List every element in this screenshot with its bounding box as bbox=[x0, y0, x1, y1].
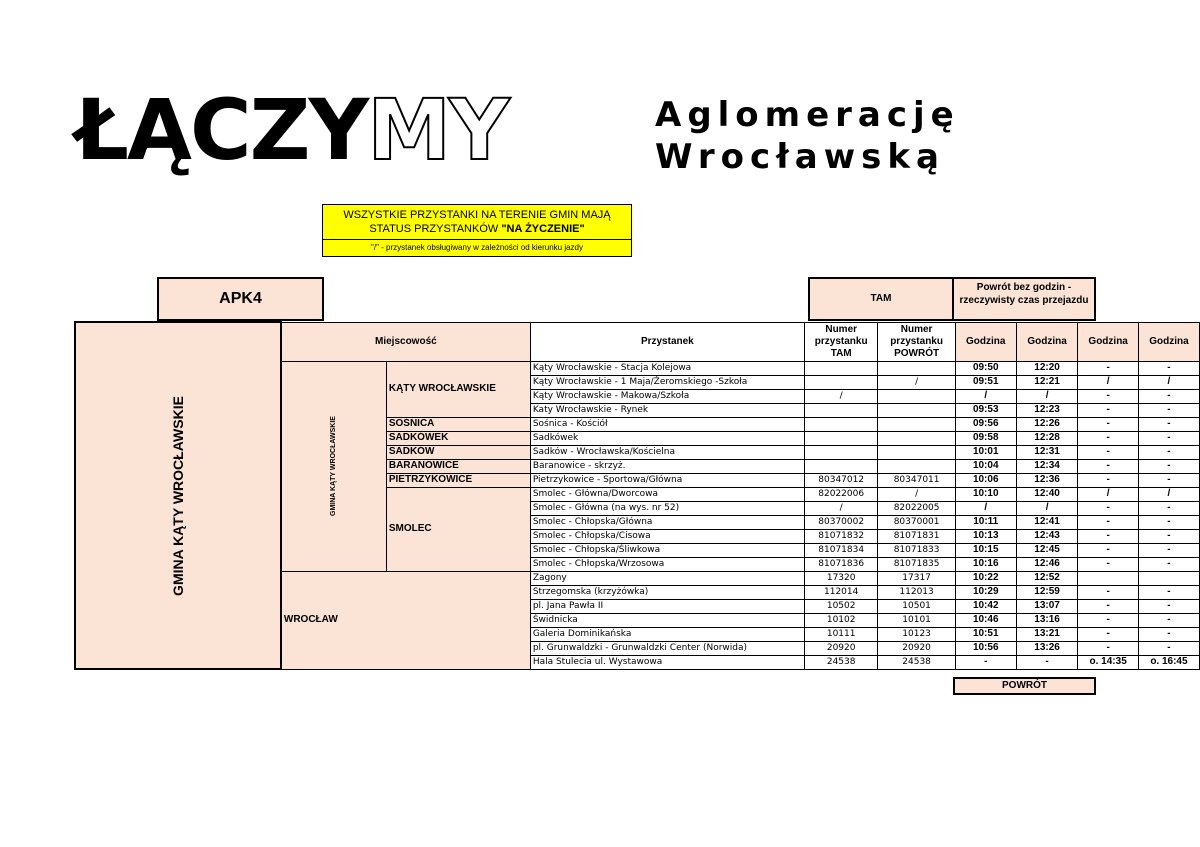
header-num-tam: Numer przystanku TAM bbox=[804, 322, 878, 361]
time-tam-2: 12:28 bbox=[1016, 431, 1078, 445]
stop-name: Smolec - Chłopska/Cisowa bbox=[530, 529, 804, 543]
time-powrot-2: - bbox=[1138, 599, 1199, 613]
time-tam-1: 10:13 bbox=[955, 529, 1016, 543]
tam-header: TAM bbox=[808, 277, 953, 321]
locality-sosnica: SOŚNICA bbox=[386, 417, 530, 431]
stop-number-powrot: 80347011 bbox=[878, 473, 955, 487]
locality-pietrzykowice: PIETRZYKOWICE bbox=[386, 473, 530, 487]
time-tam-2: 13:16 bbox=[1016, 613, 1078, 627]
stop-name: Sośnica - Kościół bbox=[530, 417, 804, 431]
stop-number-powrot bbox=[878, 417, 955, 431]
logo bbox=[75, 81, 508, 179]
stop-number-tam: 80370002 bbox=[804, 515, 878, 529]
stop-number-powrot: 20920 bbox=[878, 641, 955, 655]
time-powrot-2: - bbox=[1138, 459, 1199, 473]
stop-name: Kąty Wrocławskie - 1 Maja/Żeromskiego -Szkoła bbox=[530, 375, 804, 389]
time-tam-2: 13:07 bbox=[1016, 599, 1078, 613]
stop-number-tam: 112014 bbox=[804, 585, 878, 599]
stop-number-powrot: / bbox=[878, 487, 955, 501]
time-powrot-2 bbox=[1138, 571, 1199, 585]
time-powrot-2: o. 16:45 bbox=[1138, 655, 1199, 669]
time-powrot-2: / bbox=[1138, 375, 1199, 389]
time-powrot-1: - bbox=[1078, 459, 1138, 473]
time-powrot-1: - bbox=[1078, 431, 1138, 445]
time-powrot-1: - bbox=[1078, 613, 1138, 627]
time-tam-2: 12:20 bbox=[1016, 361, 1078, 375]
time-powrot-2: - bbox=[1138, 543, 1199, 557]
notice-line2: STATUS PRZYSTANKÓW bbox=[369, 223, 502, 235]
stop-number-tam bbox=[804, 375, 878, 389]
stop-name: Pietrzykowice - Sportowa/Główna bbox=[530, 473, 804, 487]
stop-name: Smolec - Chłopska/Wrzosowa bbox=[530, 557, 804, 571]
time-tam-2: / bbox=[1016, 501, 1078, 515]
stop-number-powrot: 112013 bbox=[878, 585, 955, 599]
time-powrot-2: - bbox=[1138, 501, 1199, 515]
time-tam-2: 12:26 bbox=[1016, 417, 1078, 431]
time-powrot-2: - bbox=[1138, 515, 1199, 529]
logo-outline-text: MY bbox=[367, 81, 508, 179]
time-powrot-1 bbox=[1078, 571, 1138, 585]
notice-sub: "/" - przystanek obsługiwany w zależności od kierunku jazdy bbox=[371, 243, 583, 252]
time-tam-1: 10:10 bbox=[955, 487, 1016, 501]
time-tam-1: 10:29 bbox=[955, 585, 1016, 599]
time-powrot-2: - bbox=[1138, 473, 1199, 487]
locality-sadkowek: SADKÓWEK bbox=[386, 431, 530, 445]
stop-number-tam: 24538 bbox=[804, 655, 878, 669]
stop-number-tam bbox=[804, 431, 878, 445]
stop-name: Kąty Wrocławskie - Makowa/Szkoła bbox=[530, 389, 804, 403]
time-tam-1: 10:11 bbox=[955, 515, 1016, 529]
stop-number-tam bbox=[804, 417, 878, 431]
stop-number-tam: 17320 bbox=[804, 571, 878, 585]
stop-number-tam bbox=[804, 403, 878, 417]
stop-number-tam: 10111 bbox=[804, 627, 878, 641]
stop-number-powrot bbox=[878, 459, 955, 473]
stop-number-powrot bbox=[878, 445, 955, 459]
stop-number-powrot: 80370001 bbox=[878, 515, 955, 529]
stop-number-powrot: 81071835 bbox=[878, 557, 955, 571]
stop-name: Smolec - Chłopska/Główna bbox=[530, 515, 804, 529]
time-powrot-1: - bbox=[1078, 627, 1138, 641]
stop-number-powrot: 81071831 bbox=[878, 529, 955, 543]
time-powrot-1: / bbox=[1078, 375, 1138, 389]
stop-number-powrot bbox=[878, 361, 955, 375]
time-tam-2: 12:45 bbox=[1016, 543, 1078, 557]
time-powrot-1: - bbox=[1078, 403, 1138, 417]
time-tam-1: / bbox=[955, 501, 1016, 515]
stop-number-powrot bbox=[878, 389, 955, 403]
stop-number-tam: 81071832 bbox=[804, 529, 878, 543]
time-powrot-1: - bbox=[1078, 529, 1138, 543]
time-tam-2: 12:41 bbox=[1016, 515, 1078, 529]
header-num-powrot: Numer przystanku POWRÓT bbox=[878, 322, 955, 361]
time-powrot-1: - bbox=[1078, 417, 1138, 431]
stop-name: Smolec - Główna/Dworcowa bbox=[530, 487, 804, 501]
header-godzina-4: Godzina bbox=[1138, 322, 1199, 361]
stop-name: Galeria Dominikańska bbox=[530, 627, 804, 641]
time-powrot-1: - bbox=[1078, 599, 1138, 613]
time-powrot-2: - bbox=[1138, 389, 1199, 403]
time-powrot-2: - bbox=[1138, 585, 1199, 599]
time-tam-2: 12:31 bbox=[1016, 445, 1078, 459]
powrot-footer: POWRÓT bbox=[953, 677, 1096, 695]
time-powrot-1: - bbox=[1078, 501, 1138, 515]
time-powrot-1: - bbox=[1078, 361, 1138, 375]
time-powrot-1: - bbox=[1078, 389, 1138, 403]
time-tam-1: 10:01 bbox=[955, 445, 1016, 459]
time-powrot-2: - bbox=[1138, 529, 1199, 543]
header-godzina-3: Godzina bbox=[1078, 322, 1138, 361]
time-tam-1: 10:15 bbox=[955, 543, 1016, 557]
time-powrot-2: - bbox=[1138, 403, 1199, 417]
stop-name: Smolec - Główna (na wys. nr 52) bbox=[530, 501, 804, 515]
time-tam-2: - bbox=[1016, 655, 1078, 669]
stop-number-tam: 81071836 bbox=[804, 557, 878, 571]
time-powrot-2: / bbox=[1138, 487, 1199, 501]
time-tam-2: 12:46 bbox=[1016, 557, 1078, 571]
time-powrot-1: - bbox=[1078, 543, 1138, 557]
stop-name: Zagony bbox=[530, 571, 804, 585]
time-tam-1: 10:16 bbox=[955, 557, 1016, 571]
time-tam-2: 12:43 bbox=[1016, 529, 1078, 543]
stop-name: Baranowice - skrzyż. bbox=[530, 459, 804, 473]
stop-name: Smolec - Chłopska/Śliwkowa bbox=[530, 543, 804, 557]
gmina-label: GMINA KĄTY WROCŁAWSKIE bbox=[169, 395, 186, 596]
stop-number-tam: 80347012 bbox=[804, 473, 878, 487]
header-godzina-1: Godzina bbox=[955, 322, 1016, 361]
header-miejscowosc: Miejscowość bbox=[281, 322, 530, 361]
time-tam-2: 12:34 bbox=[1016, 459, 1078, 473]
time-tam-2: 13:21 bbox=[1016, 627, 1078, 641]
stop-number-powrot: 10501 bbox=[878, 599, 955, 613]
time-tam-1: 09:58 bbox=[955, 431, 1016, 445]
logo-subtitle-line2: Wrocławską bbox=[655, 137, 945, 177]
time-powrot-2: - bbox=[1138, 641, 1199, 655]
time-powrot-2: - bbox=[1138, 431, 1199, 445]
stop-number-tam: 81071834 bbox=[804, 543, 878, 557]
notice-box bbox=[322, 204, 632, 257]
time-powrot-1: o. 14:35 bbox=[1078, 655, 1138, 669]
time-tam-1: 10:06 bbox=[955, 473, 1016, 487]
stop-number-tam: / bbox=[804, 501, 878, 515]
stop-number-tam: 82022006 bbox=[804, 487, 878, 501]
gmina-cell bbox=[75, 322, 281, 669]
stop-name: Sadków - Wrocławska/Kościelna bbox=[530, 445, 804, 459]
locality-katy: KĄTY WROCŁAWSKIE bbox=[386, 361, 530, 417]
time-powrot-1: - bbox=[1078, 585, 1138, 599]
time-powrot-1: - bbox=[1078, 641, 1138, 655]
notice-line1: WSZYSTKIE PRZYSTANKI NA TERENIE GMIN MAJĄ bbox=[343, 209, 611, 221]
time-tam-2: 12:21 bbox=[1016, 375, 1078, 389]
time-powrot-1: - bbox=[1078, 445, 1138, 459]
time-powrot-1: / bbox=[1078, 487, 1138, 501]
stop-number-powrot: 17317 bbox=[878, 571, 955, 585]
route-label: APK4 bbox=[157, 277, 324, 321]
stop-name: Kąty Wrocławskie - Stacja Kolejowa bbox=[530, 361, 804, 375]
gmina-inner-cell bbox=[281, 361, 386, 571]
schedule-table bbox=[74, 321, 1200, 670]
notice-main bbox=[323, 205, 631, 240]
locality-smolec: SMOLEC bbox=[386, 487, 530, 571]
stop-name: pl. Jana Pawła II bbox=[530, 599, 804, 613]
time-powrot-2: - bbox=[1138, 557, 1199, 571]
stop-name: pl. Grunwaldzki - Grunwaldzki Center (Norwida) bbox=[530, 641, 804, 655]
notice-line2-bold: "NA ŻYCZENIE" bbox=[501, 223, 585, 235]
time-powrot-1: - bbox=[1078, 473, 1138, 487]
stop-number-powrot: 82022005 bbox=[878, 501, 955, 515]
stop-number-tam bbox=[804, 445, 878, 459]
locality-sadkow: SADKÓW bbox=[386, 445, 530, 459]
time-tam-1: 10:46 bbox=[955, 613, 1016, 627]
time-tam-2: 12:59 bbox=[1016, 585, 1078, 599]
stop-number-powrot bbox=[878, 403, 955, 417]
stop-name: Katy Wrocławskie - Rynek bbox=[530, 403, 804, 417]
locality-wroclaw: WROCŁAW bbox=[281, 571, 530, 669]
stop-number-powrot: 24538 bbox=[878, 655, 955, 669]
time-powrot-2: - bbox=[1138, 445, 1199, 459]
time-tam-2: 13:26 bbox=[1016, 641, 1078, 655]
time-powrot-2: - bbox=[1138, 627, 1199, 641]
stop-number-tam bbox=[804, 459, 878, 473]
stop-number-powrot: 81071833 bbox=[878, 543, 955, 557]
time-tam-1: 09:56 bbox=[955, 417, 1016, 431]
stop-number-powrot bbox=[878, 431, 955, 445]
time-tam-2: 12:52 bbox=[1016, 571, 1078, 585]
time-tam-1: - bbox=[955, 655, 1016, 669]
stop-number-powrot: / bbox=[878, 375, 955, 389]
stop-name: Świdnicka bbox=[530, 613, 804, 627]
logo-subtitle-line1: Aglomerację bbox=[655, 95, 960, 135]
time-tam-1: 10:04 bbox=[955, 459, 1016, 473]
stop-name: Strzegomska (krzyżówka) bbox=[530, 585, 804, 599]
time-powrot-2: - bbox=[1138, 613, 1199, 627]
time-tam-1: 09:51 bbox=[955, 375, 1016, 389]
time-tam-1: 09:53 bbox=[955, 403, 1016, 417]
header-przystanek: Przystanek bbox=[530, 322, 804, 361]
time-tam-1: 09:50 bbox=[955, 361, 1016, 375]
time-powrot-1: - bbox=[1078, 557, 1138, 571]
stop-number-powrot: 10101 bbox=[878, 613, 955, 627]
stop-number-tam bbox=[804, 361, 878, 375]
time-powrot-2: - bbox=[1138, 361, 1199, 375]
table-header-row bbox=[75, 322, 1200, 361]
time-tam-1: 10:42 bbox=[955, 599, 1016, 613]
time-tam-1: 10:22 bbox=[955, 571, 1016, 585]
time-tam-2: 12:40 bbox=[1016, 487, 1078, 501]
stop-name: Hala Stulecia ul. Wystawowa bbox=[530, 655, 804, 669]
powrot-note-header: Powrót bez godzin - rzeczywisty czas przejazdu bbox=[953, 277, 1096, 321]
header-godzina-2: Godzina bbox=[1016, 322, 1078, 361]
stop-number-tam: 20920 bbox=[804, 641, 878, 655]
logo-subtitle bbox=[655, 94, 960, 178]
logo-bold-text: ŁĄCZY bbox=[75, 81, 368, 179]
stop-number-tam: 10502 bbox=[804, 599, 878, 613]
stop-number-powrot: 10123 bbox=[878, 627, 955, 641]
stop-number-tam: 10102 bbox=[804, 613, 878, 627]
time-tam-1: / bbox=[955, 389, 1016, 403]
time-powrot-2: - bbox=[1138, 417, 1199, 431]
time-tam-1: 10:56 bbox=[955, 641, 1016, 655]
time-tam-2: / bbox=[1016, 389, 1078, 403]
time-powrot-1: - bbox=[1078, 515, 1138, 529]
time-tam-2: 12:23 bbox=[1016, 403, 1078, 417]
time-tam-2: 12:36 bbox=[1016, 473, 1078, 487]
gmina-inner-label: GMINA KĄTY WROCŁAWSKIE bbox=[329, 416, 337, 516]
time-tam-1: 10:51 bbox=[955, 627, 1016, 641]
stop-number-tam: / bbox=[804, 389, 878, 403]
stop-name: Sadkówek bbox=[530, 431, 804, 445]
locality-baranowice: BARANOWICE bbox=[386, 459, 530, 473]
